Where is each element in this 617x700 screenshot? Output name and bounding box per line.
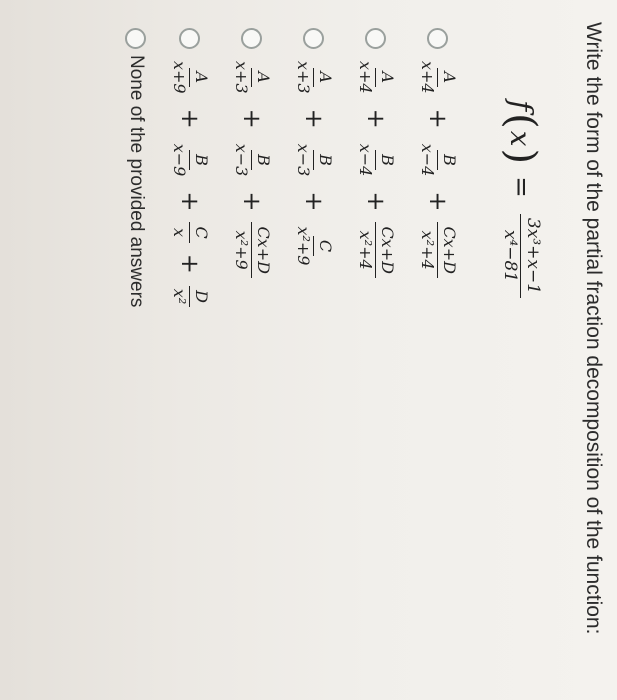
- option-4-term-2: B x−3: [232, 143, 273, 177]
- function-denominator: x⁴−81: [500, 229, 521, 283]
- function-name: f: [503, 100, 539, 112]
- option-3-term-3: C x²+9: [294, 226, 335, 266]
- radio-button[interactable]: [427, 28, 448, 49]
- option-5-term-2: B x−9: [170, 143, 211, 177]
- plus-sign: +: [175, 191, 204, 212]
- plus-sign: +: [237, 191, 266, 212]
- option-2-term-2: B x−4: [356, 143, 397, 177]
- option-3-term-2: B x−3: [294, 143, 335, 177]
- close-paren: ): [497, 148, 544, 165]
- plus-sign: +: [361, 108, 390, 129]
- radio-button[interactable]: [126, 28, 147, 49]
- function-numerator: 3x³+x−1: [520, 214, 541, 298]
- radio-button[interactable]: [303, 28, 324, 49]
- plus-sign: +: [175, 108, 204, 129]
- plus-sign: +: [361, 191, 390, 212]
- radio-button[interactable]: [179, 28, 200, 49]
- plus-sign: +: [175, 253, 204, 274]
- option-5-term-1: A x+9: [170, 61, 211, 94]
- option-1-term-2: B x−4: [418, 143, 459, 177]
- plus-sign: +: [299, 191, 328, 212]
- plus-sign: +: [237, 108, 266, 129]
- equals-sign: =: [505, 176, 536, 198]
- plus-sign: +: [423, 191, 452, 212]
- option-2-term-3: Cx+D x²+4: [356, 222, 395, 278]
- answer-option-2[interactable]: [356, 28, 395, 280]
- option-4-term-3: Cx+D x²+9: [232, 222, 271, 278]
- option-5-term-3: C x: [170, 222, 209, 242]
- option-3-term-1: A x+3: [294, 61, 335, 94]
- plus-sign: +: [423, 108, 452, 129]
- open-paren: (: [497, 113, 544, 129]
- question-text: Write the form of the partial fraction decomposition of the function:: [582, 22, 605, 635]
- radio-button[interactable]: [365, 28, 386, 49]
- function-definition: [497, 100, 544, 300]
- function-variable: x: [504, 130, 538, 147]
- option-1-term-1: A x+4: [418, 61, 459, 94]
- function-fraction: [500, 214, 541, 298]
- option-5-term-4: D x²: [170, 285, 209, 308]
- answer-option-1[interactable]: [418, 28, 457, 280]
- answer-option-3[interactable]: [294, 28, 333, 271]
- none-option-label: None of the provided answers: [126, 55, 147, 308]
- answer-option-4[interactable]: [232, 28, 271, 280]
- option-4-term-1: A x+3: [232, 61, 273, 94]
- option-1-term-3: Cx+D x²+4: [418, 222, 457, 278]
- answer-option-5[interactable]: [170, 28, 209, 310]
- option-2-term-1: A x+4: [356, 61, 397, 94]
- answer-option-none[interactable]: [125, 28, 147, 307]
- plus-sign: +: [299, 108, 328, 129]
- radio-button[interactable]: [241, 28, 262, 49]
